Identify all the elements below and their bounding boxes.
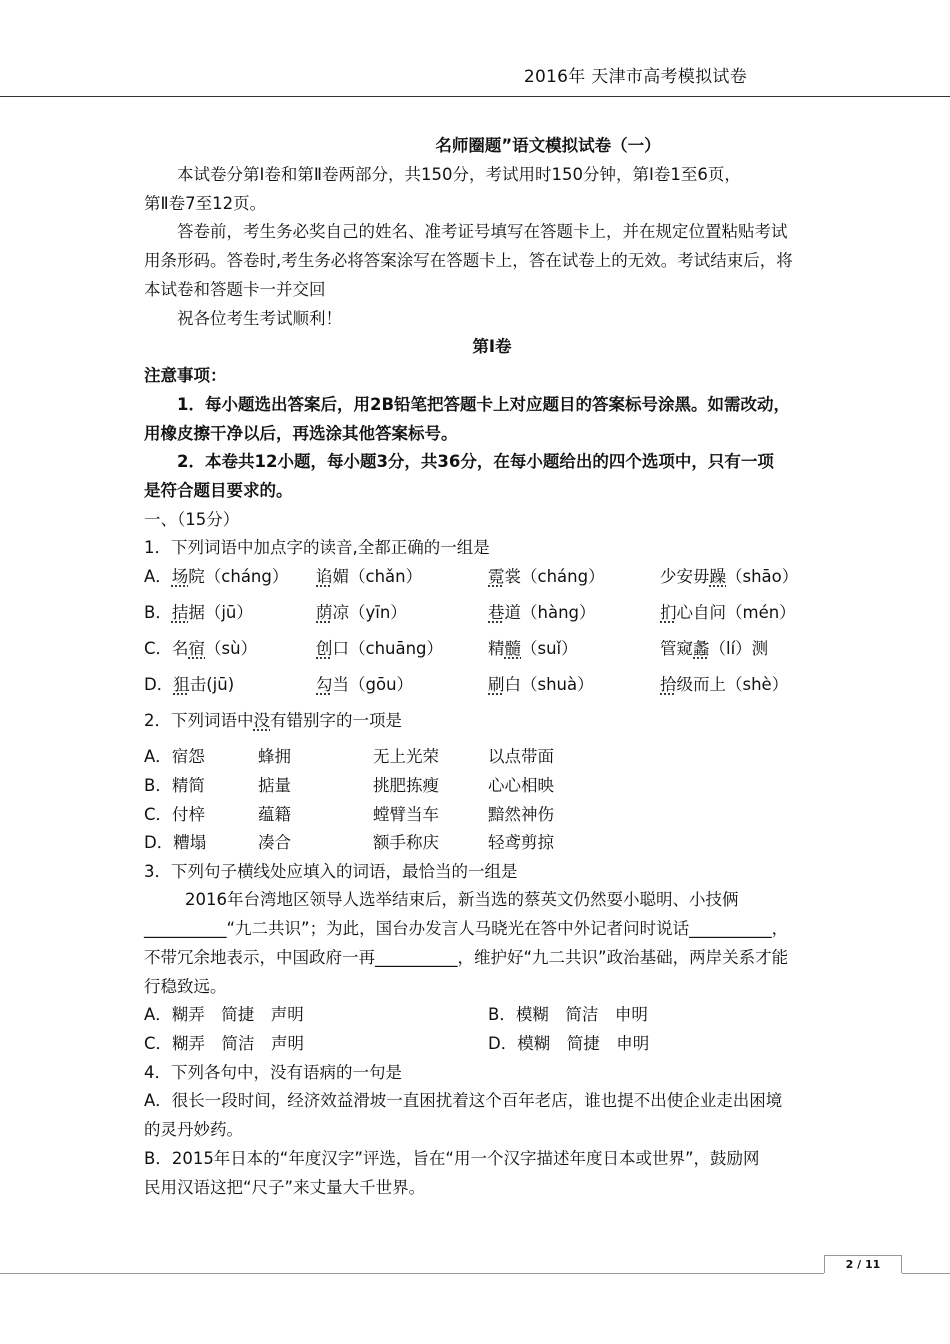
q3-passage-line-2: __________“九二共识”；为此，国台办发言人马晓光在答中外记者问时说话__________， xyxy=(144,919,789,938)
q2-option-c-2: 蕴籍 xyxy=(258,805,291,824)
q1-option-b-2: 荫凉（yīn） xyxy=(316,603,407,622)
q2-option-c-4: 黯然神伤 xyxy=(488,805,554,824)
q4-option-a-cont: 的灵丹妙药。 xyxy=(144,1120,243,1139)
q2-option-c-3: 螳臂当车 xyxy=(373,805,439,824)
q1-option-b-3: 巷道（hàng） xyxy=(488,603,596,622)
q2-option-b-1: B．精简 xyxy=(144,776,205,795)
q3-option-c: C．糊弄 简洁 声明 xyxy=(144,1034,305,1053)
q1-option-d-2: 勾当（gōu） xyxy=(316,675,414,694)
q1-option-c-2: 创口（chuāng） xyxy=(316,639,444,658)
q2-option-d-3: 额手称庆 xyxy=(373,833,439,852)
document-title: 名师圈题”语文模拟试卷（一） xyxy=(435,136,661,155)
q2-option-d-1: D．糟塌 xyxy=(144,833,207,852)
q1-option-a-2: 谄媚（chǎn） xyxy=(316,567,423,586)
wish-text: 祝各位考生考试顺利！ xyxy=(177,309,342,328)
q2-option-b-3: 挑肥拣瘦 xyxy=(373,776,439,795)
q2-option-a-4: 以点带面 xyxy=(488,747,554,766)
page-number: 2 / 11 xyxy=(824,1255,902,1273)
notice-rule-1-cont: 用橡皮擦干净以后，再选涂其他答案标号。 xyxy=(144,424,458,443)
q1-option-c-4: 管窥蠡（lí）测 xyxy=(660,639,769,658)
q1-option-c-3: 精髓（suǐ） xyxy=(488,639,578,658)
footer-divider-left xyxy=(0,1273,824,1274)
q3-option-b: B．模糊 简洁 申明 xyxy=(488,1005,648,1024)
q1-option-b-1: B．拮据（jū） xyxy=(144,603,253,622)
q4-option-b-cont: 民用汉语这把“尺子”来丈量大千世界。 xyxy=(144,1178,426,1197)
q1-option-b-4: 扪心自问（mén） xyxy=(660,603,796,622)
q4-option-b: B．2015年日本的“年度汉字”评选，旨在“用一个汉字描述年度日本或世界”，鼓励网 xyxy=(144,1149,760,1168)
notice-heading: 注意事项： xyxy=(144,366,227,385)
q1-option-d-1: D．狙击(jū) xyxy=(144,675,235,694)
question-4-stem: 4．下列各句中，没有语病的一句是 xyxy=(144,1063,402,1082)
q4-option-a: A．很长一段时间，经济效益滑坡一直困扰着这个百年老店，谁也提不出使企业走出困境 xyxy=(144,1091,783,1110)
q2-option-a-3: 无上光荣 xyxy=(373,747,439,766)
q3-passage-line-3: 不带冗余地表示，中国政府一再__________，维护好“九二共识”政治基础，两岸关系才能 xyxy=(144,948,789,967)
q3-passage-line-4: 行稳致远。 xyxy=(144,977,227,996)
q1-option-a-1: A．场院（cháng） xyxy=(144,567,289,586)
q2-option-b-4: 心心相映 xyxy=(488,776,554,795)
question-3-stem: 3．下列句子横线处应填入的词语，最恰当的一组是 xyxy=(144,862,518,881)
part-heading: 第Ⅰ卷 xyxy=(472,337,512,356)
q2-option-b-2: 掂量 xyxy=(258,776,291,795)
q2-option-d-4: 轻鸢剪掠 xyxy=(488,833,554,852)
intro-paragraph-2: 答卷前，考生务必奖自己的姓名、准考证号填写在答题卡上，并在规定位置粘贴考试 xyxy=(177,222,788,241)
q1-option-a-3: 霓裳（cháng） xyxy=(488,567,605,586)
intro-paragraph-1-cont: 第Ⅱ卷7至12页。 xyxy=(144,194,267,213)
q1-option-a-4: 少安毋躁（shāo） xyxy=(660,567,799,586)
intro-paragraph-1: 本试卷分第Ⅰ卷和第Ⅱ卷两部分，共150分，考试用时150分钟，第Ⅰ卷1至6页， xyxy=(177,165,741,184)
question-1-stem: 1．下列词语中加点字的读音,全都正确的一组是 xyxy=(144,538,490,557)
q2-option-a-1: A．宿怨 xyxy=(144,747,205,766)
q3-option-d: D．模糊 简捷 申明 xyxy=(488,1034,650,1053)
footer-divider-right xyxy=(902,1273,950,1274)
header-title: 2016年 天津市高考模拟试卷 xyxy=(523,67,747,87)
intro-paragraph-2-end: 本试卷和答题卡一并交回 xyxy=(144,280,326,299)
q1-option-d-4: 拾级而上（shè） xyxy=(660,675,789,694)
q1-option-d-3: 刷白（shuà） xyxy=(488,675,594,694)
q3-passage-line-1: 2016年台湾地区领导人选举结束后，新当选的蔡英文仍然耍小聪明、小技俩 xyxy=(185,890,739,909)
header-divider xyxy=(0,96,950,97)
intro-paragraph-2-cont: 用条形码。答卷时,考生务必将答案涂写在答题卡上，答在试卷上的无效。考试结束后，将 xyxy=(144,251,793,270)
question-2-stem: 2．下列词语中没有错别字的一项是 xyxy=(144,711,402,730)
notice-rule-2-cont: 是符合题目要求的。 xyxy=(144,481,293,500)
section-heading: 一、（15分） xyxy=(144,510,240,529)
q2-option-d-2: 凑合 xyxy=(258,833,291,852)
q2-option-a-2: 蜂拥 xyxy=(258,747,291,766)
q2-option-c-1: C．付梓 xyxy=(144,805,206,824)
q1-option-c-1: C．名宿（sù） xyxy=(144,639,258,658)
notice-rule-1: 1．每小题选出答案后，用2B铅笔把答题卡上对应题目的答案标号涂黑。如需改动， xyxy=(177,395,791,414)
q3-option-a: A．糊弄 简捷 声明 xyxy=(144,1005,304,1024)
notice-rule-2: 2．本卷共12小题，每小题3分，共36分，在每小题给出的四个选项中，只有一项 xyxy=(177,452,774,471)
